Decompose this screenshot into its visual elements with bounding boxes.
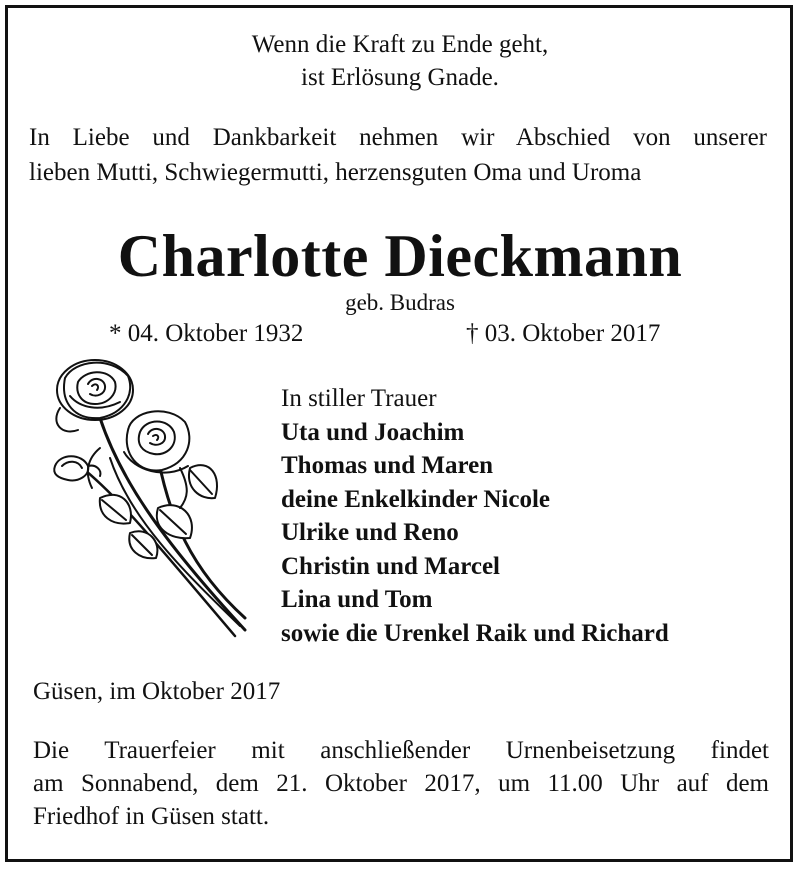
death-date: † 03. Oktober 2017 <box>466 320 661 347</box>
mourner-entry: Uta und Joachim <box>281 418 465 446</box>
motto <box>0 28 800 94</box>
deceased-name: Charlotte Dieckmann <box>117 223 683 289</box>
roses-illustration <box>40 348 260 648</box>
mourner-entry: deine Enkelkinder Nicole <box>281 485 551 513</box>
service-line: Die Trauerfeier mit anschließender Urnenbeisetzung findet <box>33 737 769 764</box>
mourner-entry: Lina und Tom <box>281 586 433 613</box>
mourner-entry: Ulrike und Reno <box>281 519 459 546</box>
intro-line: lieben Mutti, Schwiegermutti, herzensguten Oma und Uroma <box>29 159 642 186</box>
motto-line: Wenn die Kraft zu Ende geht, <box>251 31 549 58</box>
mourners-list <box>281 382 669 650</box>
mourners-lead: In stiller Trauer <box>281 385 437 412</box>
mourner-entry: Christin und Marcel <box>281 552 500 580</box>
place-date: Güsen, im Oktober 2017 <box>33 678 281 705</box>
motto-line: ist Erlösung Gnade. <box>301 64 499 91</box>
service-line: Friedhof in Güsen statt. <box>33 803 270 830</box>
service-info <box>33 734 769 833</box>
service-line: am Sonnabend, dem 21. Oktober 2017, um 11.00 Uhr auf dem <box>33 770 769 797</box>
mourner-entry: Thomas und Maren <box>281 452 494 479</box>
maiden-name: geb. Budras <box>345 290 455 315</box>
mourner-entry: sowie die Urenkel Raik und Richard <box>281 619 669 647</box>
birth-date: * 04. Oktober 1932 <box>109 320 304 347</box>
intro-line: In Liebe und Dankbarkeit nehmen wir Abschied von unserer <box>29 124 767 151</box>
intro-text <box>29 120 767 190</box>
